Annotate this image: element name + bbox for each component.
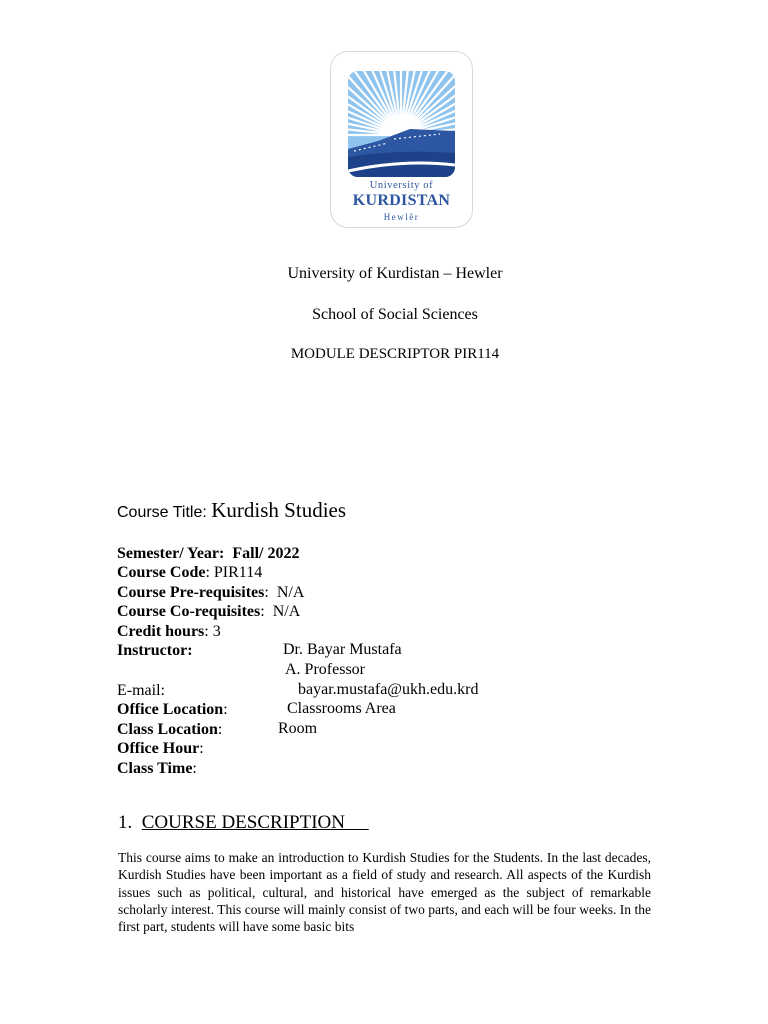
semester-value: Fall/ 2022 [232,545,300,562]
corequisites-value: N/A [272,603,301,620]
section-number: 1. [118,812,133,833]
class-location-value: Room [278,720,318,737]
prerequisites-row: Course Pre-requisites: N/A [117,584,305,601]
corequisites-row: Course Co-requisites: N/A [117,603,301,620]
university-logo [330,51,473,228]
section-course-description-heading [118,812,369,834]
course-code-label: Course Code [117,564,206,581]
course-title-label: Course Title [117,504,203,521]
course-title: Course Title: Kurdish Studies [117,498,347,522]
class-time-label: Class Time [117,760,193,777]
university-name: University of Kurdistan – Hewler [287,265,503,282]
section-title: COURSE DESCRIPTION [141,812,345,833]
instructor-label: Instructor: [117,642,193,659]
school-name: School of Social Sciences [312,306,478,323]
credit-hours-label: Credit hours [117,623,205,640]
module-descriptor-title: MODULE DESCRIPTOR PIR114 [290,346,500,362]
office-hour-label: Office Hour [117,740,200,757]
class-location-label: Class Location [117,721,218,738]
course-description-text: This course aims to make an introduction to Kurdish Studies for the Students. In the last decades, Kurdish Studies have been important as a field of study and research. All aspects of the Kurdish issues such as political, cultural, and historical have emerged as the subject of remarkable scholarly interest. This course will mainly consist of two parts, and each will be four weeks. In the first part, students will have some basic bits [118,850,651,935]
course-code-row: Course Code: PIR114 [117,564,263,581]
instructor-row [117,641,193,660]
email-label: E-mail: [117,682,165,699]
class-time-row: Class Time: [117,760,197,777]
sunrise-emblem-icon [348,71,455,177]
logo-line-hewler: Hewlêr [383,212,420,222]
prerequisites-value: N/A [276,584,305,601]
semester-label: Semester/ Year: [117,545,225,562]
credit-hours-value: 3 [212,623,221,640]
office-location-row: Office Location: [117,701,228,718]
email-value[interactable]: bayar.mustafa@ukh.edu.krd [298,681,479,698]
office-location-label: Office Location [117,701,224,718]
logo-line-university: University of [369,180,434,191]
course-code-value: PIR114 [213,564,263,581]
email-row [117,681,165,700]
office-location-value: Classrooms Area [287,700,396,717]
instructor-title: A. Professor [285,661,365,678]
office-hour-row: Office Hour: [117,740,204,757]
class-location-row: Class Location: [117,721,223,738]
corequisites-label: Course Co-requisites [117,603,261,620]
instructor-name: Dr. Bayar Mustafa [283,641,402,658]
course-title-value: Kurdish Studies [211,498,347,522]
semester-row [117,544,299,563]
credit-hours-row: Credit hours: 3 [117,623,221,640]
logo-line-kurdistan: KURDISTAN [352,192,451,209]
prerequisites-label: Course Pre-requisites [117,584,265,601]
